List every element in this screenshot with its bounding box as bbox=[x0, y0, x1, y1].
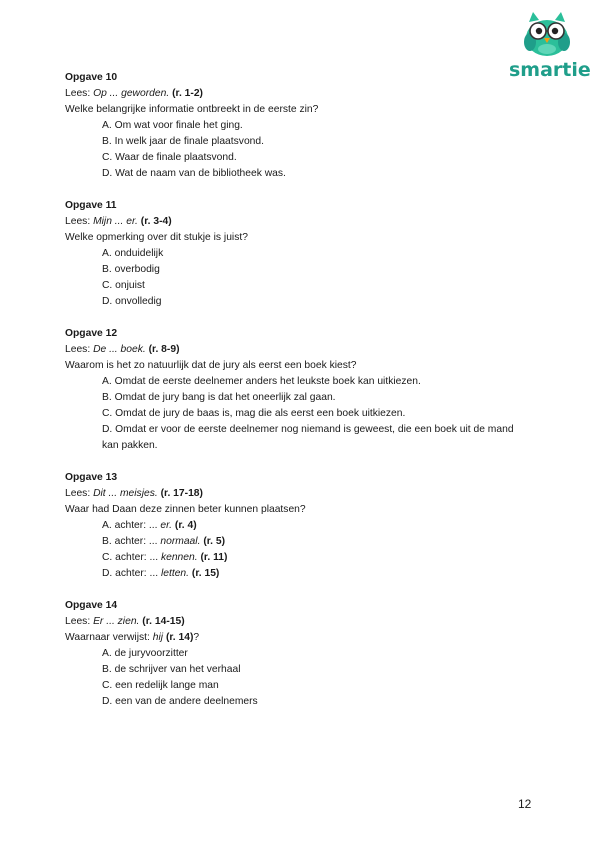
option-quote: normaal. bbox=[160, 536, 201, 547]
answer-option: B. In welk jaar de finale plaatsvond. bbox=[102, 136, 264, 147]
lees-prefix: Lees: bbox=[65, 344, 94, 355]
option-prefix: D. achter: ... bbox=[102, 568, 161, 579]
answer-option: C. onjuist bbox=[102, 280, 145, 291]
lees-line bbox=[65, 86, 545, 102]
answer-option: D. een van de andere deelnemers bbox=[102, 696, 258, 707]
answer-option bbox=[65, 518, 545, 534]
answer-option bbox=[65, 566, 545, 582]
question-text: Waarom is het zo natuurlijk dat de jury als eerst een boek kiest? bbox=[65, 360, 357, 371]
questions-list bbox=[65, 70, 545, 726]
question-text bbox=[65, 630, 545, 646]
question-ref: (r. 14) bbox=[165, 632, 194, 643]
page-number: 12 bbox=[518, 797, 532, 811]
question-quote: hij bbox=[152, 632, 164, 643]
question-block bbox=[65, 198, 545, 310]
lees-quote: De ... boek. bbox=[93, 344, 146, 355]
question-title: Opgave 10 bbox=[65, 72, 118, 83]
answer-option: C. een redelijk lange man bbox=[102, 680, 219, 691]
question-block bbox=[65, 70, 545, 182]
option-quote: er. bbox=[160, 520, 173, 531]
option-prefix: B. achter: ... bbox=[102, 536, 161, 547]
lees-ref: (r. 17-18) bbox=[160, 488, 203, 499]
answer-option: A. de juryvoorzitter bbox=[102, 648, 188, 659]
option-ref: (r. 15) bbox=[191, 568, 220, 579]
option-ref: (r. 4) bbox=[174, 520, 197, 531]
lees-ref: (r. 8-9) bbox=[148, 344, 180, 355]
question-title: Opgave 11 bbox=[65, 200, 117, 211]
lees-prefix: Lees: bbox=[65, 216, 94, 227]
lees-ref: (r. 3-4) bbox=[140, 216, 172, 227]
answer-option: D. Omdat er voor de eerste deelnemer nog niemand is geweest, die een boek uit de mand kan pakken. bbox=[102, 424, 514, 451]
answer-option: C. Omdat de jury de baas is, mag die als eerst een boek uitkiezen. bbox=[102, 408, 406, 419]
question-text: Welke belangrijke informatie ontbreekt in de eerste zin? bbox=[65, 104, 319, 115]
question-prefix: Waarnaar verwijst: bbox=[65, 632, 153, 643]
answer-option bbox=[65, 534, 545, 550]
question-title: Opgave 13 bbox=[65, 472, 118, 483]
answer-option: B. overbodig bbox=[102, 264, 160, 275]
answer-option: D. onvolledig bbox=[102, 296, 162, 307]
option-prefix: C. achter: ... bbox=[102, 552, 161, 563]
lees-line bbox=[65, 486, 545, 502]
option-ref: (r. 11) bbox=[200, 552, 228, 563]
answer-option: B. de schrijver van het verhaal bbox=[102, 664, 241, 675]
answer-option: C. Waar de finale plaatsvond. bbox=[102, 152, 237, 163]
lees-ref: (r. 1-2) bbox=[172, 88, 203, 99]
lees-prefix: Lees: bbox=[65, 488, 94, 499]
lees-prefix: Lees: bbox=[65, 616, 94, 627]
question-title: Opgave 14 bbox=[65, 600, 118, 611]
question-suffix: ? bbox=[193, 632, 200, 643]
lees-line bbox=[65, 614, 545, 630]
option-quote: letten. bbox=[160, 568, 190, 579]
lees-line bbox=[65, 214, 545, 230]
answer-option bbox=[65, 550, 545, 566]
question-text: Waar had Daan deze zinnen beter kunnen plaatsen? bbox=[65, 504, 306, 515]
question-block bbox=[65, 470, 545, 582]
option-quote: kennen. bbox=[160, 552, 198, 563]
lees-quote: Mijn ... er. bbox=[93, 216, 138, 227]
lees-quote: Op ... geworden. bbox=[93, 88, 170, 99]
question-title: Opgave 12 bbox=[65, 328, 118, 339]
option-ref: (r. 5) bbox=[203, 536, 226, 547]
option-prefix: A. achter: ... bbox=[102, 520, 161, 531]
question-text: Welke opmerking over dit stukje is juist? bbox=[65, 232, 248, 243]
brand-name: smartie bbox=[509, 59, 591, 81]
lees-ref: (r. 14-15) bbox=[142, 616, 185, 627]
answer-option: A. onduidelijk bbox=[102, 248, 164, 259]
question-block bbox=[65, 326, 545, 454]
lees-line bbox=[65, 342, 545, 358]
lees-quote: Er ... zien. bbox=[93, 616, 140, 627]
question-block bbox=[65, 598, 545, 710]
answer-option: A. Om wat voor finale het ging. bbox=[102, 120, 243, 131]
owl-icon bbox=[521, 12, 573, 56]
answer-option: D. Wat de naam van de bibliotheek was. bbox=[102, 168, 286, 179]
answer-option: A. Omdat de eerste deelnemer anders het leukste boek kan uitkiezen. bbox=[102, 376, 421, 387]
lees-quote: Dit ... meisjes. bbox=[93, 488, 158, 499]
lees-prefix: Lees: bbox=[65, 88, 94, 99]
answer-option: B. Omdat de jury bang is dat het oneerlijk zal gaan. bbox=[102, 392, 336, 403]
